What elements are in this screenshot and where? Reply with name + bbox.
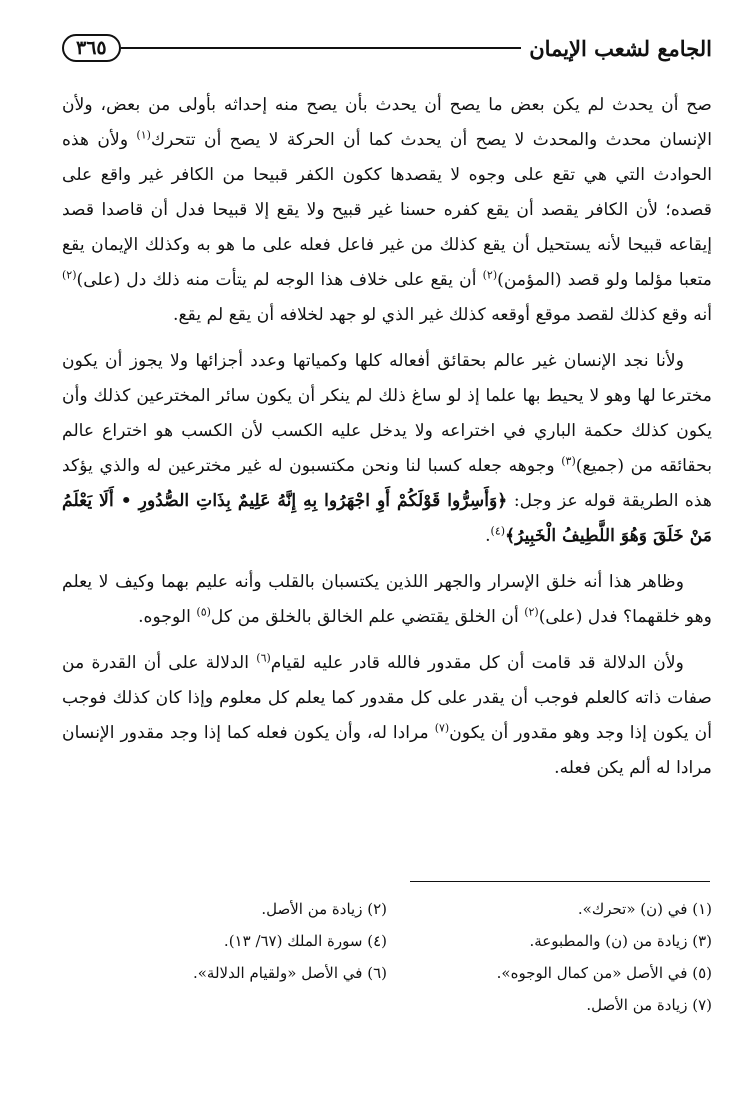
footnote: (٦) في الأصل «ولقيام الدلالة».: [192, 964, 387, 982]
main-text: [62, 88, 712, 797]
footnote: (١) في (ن) «تحرك».: [577, 900, 712, 918]
quran-verse: ﴿وَأَسِرُّوا قَوْلَكُمْ أَوِ اجْهَرُوا بِهِ إِنَّهُ عَلِيمٌ بِذَاتِ الصُّدُورِ • أَلَا يَعْلَمُ مَنْ خَلَقَ وَهُوَ اللَّطِيفُ الْخَبِيرُ﴾: [62, 491, 712, 546]
header-rule: [121, 47, 522, 49]
footnote-ref: (٧): [434, 721, 450, 735]
footnote-ref: (٦): [256, 651, 271, 665]
paragraph-1: صح أن يحدث لم يكن بعض ما يصح أن يحدث بأن يصح منه إحداثه بأولى من بعض، ولأن الإنسان محدث والمحدث لا يصح أن يحدث كما أن الحركة لا يصح أن تتحرك$^{(١)}$ ولأن هذه الحوادث التي هي تقع على وجوه لا يقصدها ككون الكفر قبيحا من الكافر غير واقع على قصده؛ لأن الكافر يقصد أن يقع كفره حسنا غير قبيح ولا يقع إلا قبيحا فدل أن قاصدا قصد إيقاعه قبيحا لأنه يستحيل أن يقع كذلك من غير فاعل فعله على ما هو به وكذلك الإيمان يقع متعبا مؤلما ولو قصد (المؤمن)$^{(٢)}$ أن يقع على خلاف هذا الوجه لم يتأت منه ذلك دل (على)$^{(٢)}$ أنه وقع كذلك لقصد موقع أوقعه كذلك غير الذي لو جهد لخلافه أن يقع لم يقع.: [62, 95, 713, 325]
footnote-ref: (٢): [524, 605, 539, 619]
footnote-ref: (١): [136, 128, 151, 142]
footnotes: [62, 894, 712, 1020]
page-header: [62, 30, 712, 66]
footnote: (٤) سورة الملك (٦٧/ ١٣).: [223, 932, 387, 950]
footnote-ref: (٤): [490, 524, 506, 538]
footnote: (٥) في الأصل «من كمال الوجوه».: [496, 964, 712, 982]
footnote: (٣) زيادة من (ن) والمطبوعة.: [529, 932, 712, 950]
footnote: (٧) زيادة من الأصل.: [586, 996, 712, 1014]
footnote-ref: (٢): [62, 268, 77, 282]
running-title: الجامع لشعب الإيمان: [529, 35, 712, 61]
footnote-ref: (٢): [482, 268, 498, 282]
paragraph-2: ولأنا نجد الإنسان غير عالم بحقائق أفعاله كلها وكمياتها وعدد أجزائها ولا يجوز أن يكون مخترعا لها وهو لا يحيط بها علما إذ لو ساغ ذلك لم ينكر أن يكون سائر المخترعين كذلك وأن يكون كذلك حكمة الباري في اختراعه ولا يدخل عليه الكسب لأن الكسب هو اختراع عالم بحقائقه من (جميع)$^{(٣)}$ وجوهه جعله كسبا لنا ونحن مكتسبون له غير مخترعين له والذي يؤكد هذه الطريقة قوله عز وجل: ﴿وَأَسِرُّوا قَوْلَكُمْ أَوِ اجْهَرُوا بِهِ إِنَّهُ عَلِيمٌ بِذَاتِ الصُّدُورِ • أَلَا يَعْلَمُ مَنْ خَلَقَ وَهُوَ اللَّطِيفُ الْخَبِيرُ﴾$^{(٤)}$.: [62, 351, 712, 546]
paragraph-4: ولأن الدلالة قد قامت أن كل مقدور فالله قادر عليه لقيام$^{(٦)}$ الدلالة على أن القدرة من صفات ذاته كالعلم فوجب أن يقدر على كل مقدور كما يعلم كل معلوم وإذا كان كذلك فوجب أن يكون إذا وجد وهو مقدور أن يكون$^{(٧)}$ مرادا له، وأن يكون فعله كما إذا وجد مقدور الإنسان مرادا له ألم يكن فعله.: [62, 651, 712, 778]
footnote-separator: [410, 881, 710, 882]
footnote: (٢) زيادة من الأصل.: [261, 900, 387, 918]
footnote-ref: (٣): [561, 454, 576, 468]
footnote-ref: (٥): [196, 605, 211, 619]
paragraph-3: وظاهر هذا أنه خلق الإسرار والجهر اللذين يكتسبان بالقلب وأنه عليم بهما وكيف لا يعلم وهو خلقهما؟ فدل (على)$^{(٢)}$ أن الخلق يقتضي علم الخالق بالخلق من كل$^{(٥)}$ الوجوه.: [62, 572, 712, 627]
page-number: ٣٦٥: [62, 34, 121, 62]
